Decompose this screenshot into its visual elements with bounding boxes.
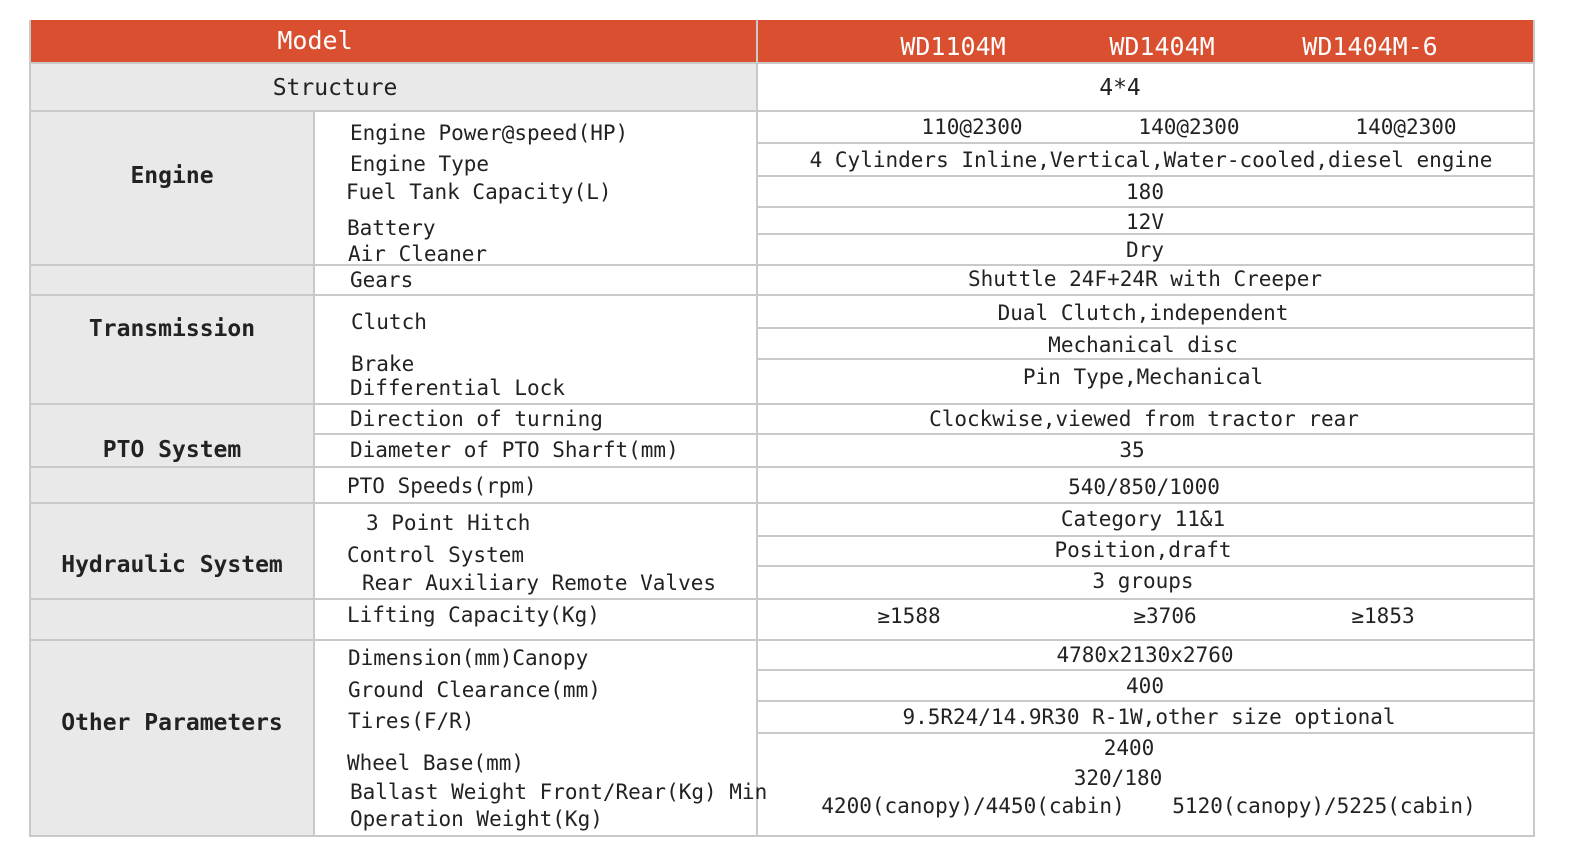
value-lifting-wd1104m: ≥1588 xyxy=(877,604,941,628)
param-gears: Gears xyxy=(350,268,414,292)
param-brake: Brake xyxy=(351,352,415,376)
param-control-system: Control System xyxy=(347,543,525,567)
param-dimension: Dimension(mm)Canopy xyxy=(348,646,589,670)
value-tires: 9.5R24/14.9R30 R-1W,other size optional xyxy=(902,705,1396,729)
param-operation-weight: Operation Weight(Kg) xyxy=(350,807,603,831)
value-engine-type: 4 Cylinders Inline,Vertical,Water-cooled,diesel engine xyxy=(809,148,1493,172)
value-brake: Mechanical disc xyxy=(1048,333,1238,357)
param-battery: Battery xyxy=(347,216,436,240)
param-tires: Tires(F/R) xyxy=(348,709,475,733)
structure-label: Structure xyxy=(272,75,398,101)
param-remote-valves: Rear Auxiliary Remote Valves xyxy=(362,571,717,595)
value-fuel-tank: 180 xyxy=(1126,180,1164,204)
param-ground-clearance: Ground Clearance(mm) xyxy=(348,678,601,702)
model-wd1404m-6: WD1404M-6 xyxy=(1302,32,1438,61)
model-wd1404m: WD1404M xyxy=(1109,32,1215,61)
category-engine: Engine xyxy=(130,163,214,189)
param-air-cleaner: Air Cleaner xyxy=(348,242,488,266)
param-clutch: Clutch xyxy=(351,310,427,334)
value-operation-weight-wd1404m-6: 5120(canopy)/5225(cabin) xyxy=(1172,794,1476,818)
param-lifting-capacity: Lifting Capacity(Kg) xyxy=(347,603,600,627)
param-differential-lock: Differential Lock xyxy=(350,376,565,400)
value-power-wd1104m: 110@2300 xyxy=(921,115,1023,139)
value-power-wd1404m-6: 140@2300 xyxy=(1355,115,1457,139)
value-battery: 12V xyxy=(1126,210,1164,234)
param-wheel-base: Wheel Base(mm) xyxy=(347,751,525,775)
value-differential-lock: Pin Type,Mechanical xyxy=(1022,365,1264,389)
value-air-cleaner: Dry xyxy=(1126,238,1164,262)
param-fuel-tank: Fuel Tank Capacity(L) xyxy=(346,180,612,204)
value-lifting-wd1404m-6: ≥1853 xyxy=(1351,604,1415,628)
category-transmission: Transmission xyxy=(88,316,256,342)
param-engine-type: Engine Type xyxy=(350,152,490,176)
value-three-point-hitch: Category 11&1 xyxy=(1060,507,1226,531)
value-remote-valves: 3 groups xyxy=(1092,569,1194,593)
category-hydraulic: Hydraulic System xyxy=(61,552,283,578)
model-header: Model xyxy=(277,26,353,55)
value-power-wd1404m: 140@2300 xyxy=(1138,115,1240,139)
value-wheel-base: 2400 xyxy=(1103,736,1155,760)
param-engine-power: Engine Power@speed(HP) xyxy=(350,121,629,145)
param-direction-turning: Direction of turning xyxy=(350,407,603,431)
value-dimension: 4780x2130x2760 xyxy=(1056,643,1234,667)
param-pto-diameter: Diameter of PTO Sharft(mm) xyxy=(350,438,679,462)
category-other: Other Parameters xyxy=(61,710,283,736)
value-clutch: Dual Clutch,independent xyxy=(997,301,1289,325)
value-gears: Shuttle 24F+24R with Creeper xyxy=(967,267,1323,291)
param-three-point-hitch: 3 Point Hitch xyxy=(366,511,531,535)
structure-value: 4*4 xyxy=(1099,75,1141,101)
value-pto-diameter: 35 xyxy=(1119,438,1145,462)
value-direction-turning: Clockwise,viewed from tractor rear xyxy=(929,407,1359,431)
value-operation-weight-wd1104m: 4200(canopy)/4450(cabin) xyxy=(821,794,1125,818)
param-pto-speeds: PTO Speeds(rpm) xyxy=(347,474,537,498)
value-pto-speeds: 540/850/1000 xyxy=(1068,475,1220,499)
value-control-system: Position,draft xyxy=(1054,538,1232,562)
value-ballast-weight: 320/180 xyxy=(1073,766,1163,790)
param-ballast-weight: Ballast Weight Front/Rear(Kg) Min xyxy=(350,780,768,804)
value-ground-clearance: 400 xyxy=(1126,674,1164,698)
value-lifting-wd1404m: ≥3706 xyxy=(1133,604,1197,628)
model-wd1104m: WD1104M xyxy=(900,32,1006,61)
category-pto: PTO System xyxy=(102,437,242,463)
